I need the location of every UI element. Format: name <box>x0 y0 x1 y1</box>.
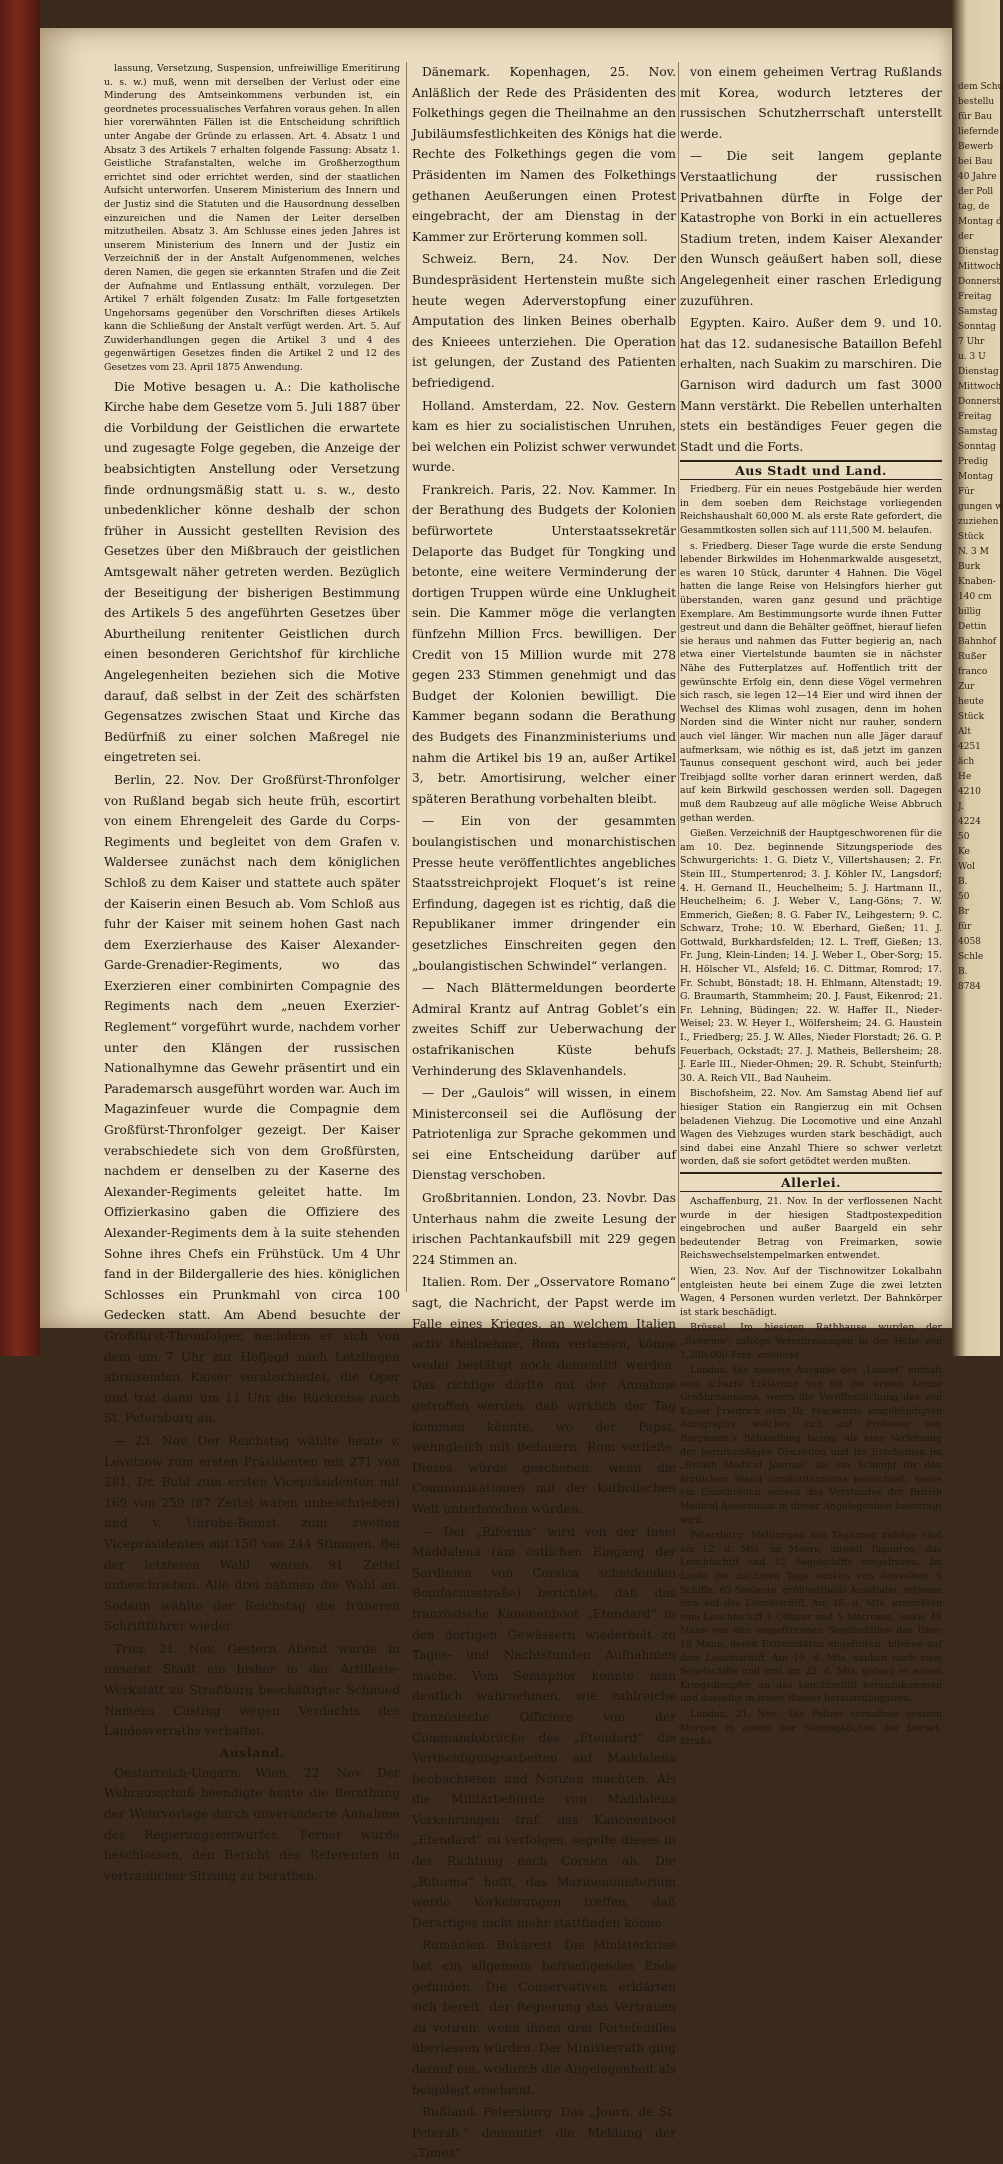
edge-fragment: Mittwoch <box>958 262 1002 272</box>
section-heading: Ausland. <box>219 1744 285 1760</box>
column-right <box>680 62 942 1748</box>
article-paragraph: — Die seit langem geplante Verstaatlichung der russischen Privatbahnen dürfte in Folge der Katastrophe von Borki in ein actuelleres Stadium treten, indem Kaiser Alexander den Wunsch geäußert haben soll, diese Angelegenheit einer raschen Erledigung zuzuführen. <box>680 149 942 308</box>
article-paragraph: Frankreich. Paris, 22. Nov. Kammer. In der Berathung des Budgets der Kolonien befürwortete Unterstaatssekretär Delaporte das Budget für Tongking und betonte, eine weitere Verminderung der dortigen Truppen würde eine Unklugheit sein. Die Kammer möge die verlangten fünfzehn Million Frcs. bewilligen. Der Credit von 15 Million wurde mit 278 gegen 233 Stimmen genehmigt und das Budget der Kolonien bewilligt. Die Kammer begann sodann die Berathung des Budgets des Finanzministeriums und nahm die Artikel bis 19 an, außer Artikel 3, betr. Amortisirung, welcher einer späteren Berathung vorbehalten bleibt. <box>412 482 676 806</box>
edge-fragment: dem Schu <box>958 82 1003 92</box>
edge-fragment: Alt <box>958 727 971 737</box>
edge-fragment: Zur <box>958 682 975 692</box>
article-paragraph: London, 21. Nov.: Die Polizei verhaftete gestern Morgen in einem der Seitengäßchen der Dorset-Straße, <box>680 1708 942 1748</box>
edge-fragment: Knaben- <box>958 577 996 587</box>
article-paragraph: Friedberg. Für ein neues Postgebäude hier werden in dem soeben dem Reichstage vorliegenden Reichshaushalt 60,000 M. als erste Rate gefordert, die Gesammtkosten sollen sich auf 111,500 M. belaufen. <box>680 484 942 537</box>
edge-fragment: Freitag <box>958 292 992 302</box>
edge-fragment: tag, de <box>958 202 990 212</box>
edge-fragment: heute <box>958 697 984 707</box>
article-paragraph: Oesterreich-Ungarn. Wien, 22. Nov. Der Wehrausschuß beendigte heute die Berathung der Wehrvorlage durch unveränderte Annahme des Regierungsentwurfes. Ferner wurde beschlossen, den Bericht des Referenten in vertraulicher Sitzung zu berathen. <box>104 1765 400 1883</box>
column-middle <box>412 62 676 2161</box>
edge-fragment: Samstag <box>958 427 998 437</box>
article-paragraph: Wien, 23. Nov. Auf der Tischnowitzer Lokalbahn entgleisten heute bei einem Zuge die zwei letzten Wagen, 4 Personen wurden verletzt. Der Bahnkörper ist stark beschädigt. <box>680 1265 942 1318</box>
edge-fragment: Stück <box>958 532 985 542</box>
edge-fragment: Freitag <box>958 412 992 422</box>
article-paragraph: Egypten. Kairo. Außer dem 9. und 10. hat das 12. sudanesische Bataillon Befehl erhalten, nach Suakim zu marschiren. Die Garnison wird dadurch um fast 3000 Mann verstärkt. Die Rebellen unterhalten stets ein beständiges Feuer gegen die Stadt und die Forts. <box>680 316 942 454</box>
edge-fragment: Br <box>958 907 969 917</box>
article-paragraph: von einem geheimen Vertrag Rußlands mit Korea, wodurch letzteres der russischen Schutzherrschaft unterstellt werde. <box>680 65 942 141</box>
edge-fragment: für <box>958 922 972 932</box>
article-paragraph: Die Motive besagen u. A.: Die katholische Kirche habe dem Gesetze vom 5. Juli 1887 über die Vorbildung der Geistlichen die erwartete und zugesagte Folge gegeben, die Anzeige der beabsichtigten Anstellung oder Versetzung finde ordnungsmäßig statt u. s. w., desto unbedenklicher könne deshalb der schon früher in Aussicht gestellten Revision des Gesetzes über den Mißbrauch der geistlichen Amtsgewalt näher getreten werden. Bezüglich der Beseitigung der bisherigen Bestimmung des Artikels 5 des angeführten Gesetzes über Aburtheilung renitenter Geistlichen durch einen besonderen Gerichtshof für kirchliche Angelegenheiten beziehen sich die Motive darauf, daß selbst in der Zeit des schärfsten Gegensatzes zwischen Staat und Kirche das Bedürfniß zu einer solchen Maßregel nie eingetreten sei. <box>104 379 400 765</box>
edge-fragment: Dienstag <box>958 247 999 257</box>
edge-fragment: Montag d <box>958 217 1002 227</box>
edge-fragment: für Bau <box>958 112 993 122</box>
article-paragraph: Brüssel. Im hiesigen Rathhause wurden der „Reforme“ zufolge Veruntreuungen in der Höhe von 1,200,000 Frcs. entdeckt. <box>680 1322 942 1361</box>
edge-fragment: zuziehen <box>958 517 999 527</box>
edge-fragment: 50 <box>958 892 970 902</box>
edge-fragment: franco <box>958 667 988 677</box>
edge-fragment: bestellu <box>958 97 995 107</box>
article-paragraph: Gießen. Verzeichniß der Hauptgeschworenen für die am 10. Dez. beginnende Sitzungsperiode des Schwurgerichts: 1. G. Dietz V., Villertshausen; 2. Fr. Stein III., Stumpertenrod; 3. J. Köhler IV., Langsdorf; 4. H. Gernand II., Heuchelheim; 5. J. Hartmann II., Heuchelheim; 6. J. Weber V., Lang-Göns; 7. W. Emmerich, Gießen; 8. G. Faber IV., Leihgestern; 9. C. Schwarz, Trohe; 10. W. Eberhard, Gießen; 11. J. Gottwald, Burkhardsfelden; 12. L. Treff, Gießen; 13. Fr. Jung, Klein-Linden; 14. J. Weber I., Ober-Sorg; 15. H. Hölscher VI., Alsfeld; 16. C. Dittmar, Romrod; 17. Fr. Schubt, Bönstadt; 18. H. Ehlmann, Altenstadt; 19. G. Braumarth, Stammheim; 20. J. Faust, Eikenrod; 21. Fr. Lehning, Büdingen; 22. W. Haffer II., Nieder-Weisel; 23. W. Heyer I., Wölfersheim; 24. G. Haustein I., Friedberg; 25. J. W. Alles, Nieder Florstadt; 26. G. P. Feuerbach, Ockstadt; 27. J. Matheis, Bellersheim; 28. J. Earle III., Nieder-Ohmen; 29. R. Schubt, Steinfurth; 30. A. Reich VII., Bad Nauheim. <box>680 828 942 1084</box>
column-rule <box>406 62 407 1292</box>
edge-fragment: 8784 <box>958 982 981 992</box>
edge-fragment: 4210 <box>958 787 981 797</box>
article-paragraph: Dänemark. Kopenhagen, 25. Nov. Anläßlich der Rede des Präsidenten des Folkethings gegen die Theilnahme an den Jubiläumsfestlichkeiten des Königs hat die Rechte des Folkethings gegen die vom Präsidenten im Namen des Folkethings gethanen Aeußerungen einen Protest eingebracht, der am Dienstag in der Kammer zur Erörterung kommen soll. <box>412 65 676 244</box>
section-heading: Aus Stadt und Land. <box>680 460 942 480</box>
article-paragraph: Petersburg. Meldungen aus Taganrog zufolge sind am 12. d. Mts. im Meere, unweit Taganrog, das Leuchtschiff und 12 Segelschiffe eingefroren. Im Laufe der nächsten Tage sanken von denselben 5 Schiffe; 63 Seeleute, größtentheils Ausländer, retteten sich auf das Leuchtschiff. Am 18. d. Mts. erreichten vom Leuchtschiff 1 Offizier und 5 Matrosen, sowie 48 Mann von den eingefrorenen Segelschiffen das Ufer; 15 Mann, deren Extremitäten abgefroren, blieben auf dem Leuchtschiff. Am 19. d. Mts. sanken noch zwei Segelschiffe und erst am 22. d. Mts. gelang es einem Kriegsdampfer, an das Leuchtschiff heranzukommen und dasselbe in freies Wasser herauszubugsiren. <box>680 1530 942 1705</box>
edge-fragment: He <box>958 772 972 782</box>
edge-fragment: 140 cm <box>958 592 992 602</box>
article-paragraph: London. Die neueste Ausgabe des „Lancet“ enthält eine scharfe Erklärung von 68 der ersten Aerzte Großbritanniens, worin die Veröffentlichung des von Kaiser Friedrich dem Dr. Mackenzie eingehändigten Autographs, welches sich auf Professor von Bergmann’s Behandlung bezog, als eine Verletzung der berufsmäßigen Discretion und ihr Erscheinen im „British Medical Journal“ als ein Schimpf für den ärztlichen Stand Großbritanniens bezeichnet, sowie ein Einschreiten seitens des Vorstandes der British Medical Association in dieser Angelegenheit beantragt wird. <box>680 1365 942 1526</box>
edge-fragment: billig <box>958 607 982 617</box>
article-paragraph: — Nach Blättermeldungen beorderte Admiral Krantz auf Antrag Goblet’s ein zweites Schiff zur Ueberwachung der ostafrikanischen Küste behufs Verhinderung des Sklavenhandels. <box>412 981 676 1078</box>
edge-fragment: liefernde <box>958 127 999 137</box>
article-paragraph: Rußland. Petersburg. Das „Journ. de St. Petersb.“ dementirt die Meldung der „Times“ <box>412 2105 676 2161</box>
next-page-edge <box>952 0 1003 1356</box>
edge-fragment: der <box>958 232 974 242</box>
edge-fragment: Montag <box>958 472 994 482</box>
edge-fragment: 4251 <box>958 742 981 752</box>
article-paragraph: lassung, Versetzung, Suspension, unfreiwillige Emeritirung u. s. w.) muß, wenn mit derselben der Verlust oder eine Minderung des Amtseinkommens verbunden ist, ein geordnetes processualisches Verfahren voraus gehen. In allen hier vorerwähnten Fällen ist die Entscheidung schriftlich unter Angabe der Gründe zu erlassen. Art. 4. Absatz 1 und Absatz 3 des Artikels 7 erhalten folgende Fassung: Absatz 1. Geistliche Strafanstalten, welche im Großherzogthum errichtet sind oder errichtet werden, sind der staatlichen Aufsicht unterworfen. Unserem Ministerium des Innern und der Justiz sind die Statuten und die Hausordnung desselben einzureichen und die Namen der Leiter derselben mitzutheilen. Absatz 3. Am Schlusse eines jeden Jahres ist unserem Ministerium des Innern und der Justiz ein Verzeichniß der in der Anstalt Aufgenommenen, welches deren Namen, die gegen sie erkannten Strafen und die Zeit der Aufnahme und Entlassung enthält, vorzulegen. Der Artikel 7 erhält folgenden Zusatz: Im Falle fortgesetzten Ungehorsams gegenüber den Vorschriften dieses Artikels kann die Schließung der Anstalt verfügt werden. Art. 5. Auf Zuwiderhandlungen gegen die Artikel 3 und 4 des gegenwärtigen Gesetzes finden die Artikel 2 und 12 des Gesetzes vom 23. April 1875 Anwendung. <box>104 63 400 374</box>
article-paragraph: Berlin, 22. Nov. Der Großfürst-Thronfolger von Rußland begab sich heute früh, escortirt von einem Ehrengeleit des Garde du Corps-Regiments und begleitet von dem Grafen v. Waldersee zunächst nach dem königlichen Schloß zu dem Kaiser und stattete auch später der Kaiserin einen Besuch ab. Vom Schloß aus fuhr der Kaiser mit seinem hohen Gast nach dem Exerzierhause des Kaiser Alexander-Garde-Grenadier-Regiments, wo das Exerzieren einer combinirten Compagnie des Regiments nach dem „neuen Exerzier-Reglement“ vorgeführt wurde, nachdem vorher unter den Klängen der russischen Nationalhymne das Gewehr präsentirt und ein Parademarsch ausgeführt worden war. Auch im Magazinfeuer wurde die Compagnie dem Großfürst-Thronfolger gezeigt. Der Kaiser verabschiedete sich von dem Großfürsten, nachdem er denselben zu der Kaserne des Alexander-Regiments geleitet hatte. Im Offizierkasino gaben die Offiziere des Alexander-Regiments dem à la suite stehenden Sohne ihres Chefs ein Frühstück. Um 4 Uhr fand in der Bildergallerie des hies. königlichen Schlosses ein Prunkmahl von circa 100 Gedecken statt. Am Abend besuchte der Großfürst-Thronfolger, nachdem er sich von dem um 7 Uhr zur Hofjagd nach Letzlingen abreisenden Kaiser verabschiedet, die Oper und trat dann um 11 Uhr die Rückreise nach St. Petersburg an. <box>104 772 400 1426</box>
book-binding <box>0 0 40 1356</box>
article-paragraph: — 23. Nov. Der Reichstag wählte heute v. Levetzow zum ersten Präsidenten mit 271 von 281, Dr. Buhl zum ersten Vicepräsidenten mit 169 von 259 (87 Zettel waren unbeschrieben) und v. Unruhe-Bomst zum zweiten Vicepräsidenten mit 150 von 244 Stimmen. Bei der letzteren Wahl waren 91 Zettel unbeschrieben. Alle drei nahmen die Wahl an. Sodann wählte der Reichstag die früheren Schriftführer wieder. <box>104 1433 400 1634</box>
edge-fragment: Sonntag <box>958 442 996 452</box>
article-paragraph: — Der „Gaulois“ will wissen, in einem Ministerconseil sei die Auflösung der Patriotenliga zur Sprache gekommen und sei eine Entscheidung darüber auf Dienstag verschoben. <box>412 1086 676 1183</box>
edge-fragment: der Poll <box>958 187 994 197</box>
edge-fragment: J. <box>958 802 964 812</box>
article-paragraph: — Ein von der gesammten boulangistischen und monarchistischen Presse heute veröffentlichtes angebliches Staatsstreichprojekt Floquet’s ist reine Erfindung, dagegen ist es richtig, daß die Republikaner immer dringender ein gesetzliches Einschreiten gegen den „boulangistischen Schwindel“ verlangen. <box>412 814 676 973</box>
edge-fragment: 7 Uhr <box>958 337 985 347</box>
article-paragraph: Holland. Amsterdam, 22. Nov. Gestern kam es hier zu socialistischen Unruhen, bei welchen ein Polizist schwer verwundet wurde. <box>412 398 676 475</box>
edge-fragment: Burk <box>958 562 981 572</box>
article-paragraph: Rumänien. Bukarest. Die Ministerkrise hat ein allgemein befriedigendes Ende gefunden. Die Conservativen erklärten sich bereit, der Regierung das Vertrauen zu votiren, wenn ihnen drei Portefeuilles überlassen würden. Der Ministerrath ging darauf ein, wodurch die Angelegenheit als beigelegt erscheint. <box>412 1938 676 2097</box>
edge-fragment: Bahnhof <box>958 637 997 647</box>
edge-fragment: 40 Jahre <box>958 172 997 182</box>
edge-fragment: Stück <box>958 712 985 722</box>
article-paragraph: Trier, 21. Nov. Gestern Abend wurde in unserer Stadt ein bisher in der Artillerie-Werkstatt zu Straßburg beschäftigter Schmied Namens Casting wegen Verdachts des Landesverraths verhaftet. <box>104 1641 400 1739</box>
edge-fragment: Predig <box>958 457 989 467</box>
article-paragraph: Schweiz. Bern, 24. Nov. Der Bundespräsident Hertenstein mußte sich heute wegen Aderverstopfung einer Amputation des linken Beines oberhalb des Knieees unterziehen. Die Operation ist gelungen, der Zustand des Patienten befriedigend. <box>412 252 676 390</box>
edge-fragment: äch <box>958 757 975 767</box>
article-paragraph: Großbritannien. London, 23. Novbr. Das Unterhaus nahm die zweite Lesung der irischen Pachtankaufsbill mit 229 gegen 224 Stimmen an. <box>412 1191 676 1267</box>
edge-fragment: Für <box>958 487 975 497</box>
column-left <box>104 62 400 1883</box>
edge-fragment: Ke <box>958 847 970 857</box>
edge-fragment: u. 3 U <box>958 352 986 362</box>
article-paragraph: Bischofsheim, 22. Nov. Am Samstag Abend lief auf hiesiger Station ein Rangierzug ein mit Ochsen beladenen Viehzug. Die Locomotive und eine Anzahl Wagen des Viehzuges wurden stark beschädigt, auch sind dabei eine Anzahl Thiere so schwer verletzt worden, daß sie sofort getödtet werden mußten. <box>680 1088 942 1168</box>
article-paragraph: Italien. Rom. Der „Osservatore Romano“ sagt, die Nachricht, der Papst werde im Falle eines Krieges, an welchem Italien activ theilnehme, Rom verlassen, könne weder bestätigt noch dementirt werden. Das richtige dürfte mit der Annahme getroffen werden, daß wirklich der Tag kommen könnte, wo der Papst, wenngleich mit Bedauern, Rom verließe. Dieses würde geschehen, wenn die Communikationen mit der katholischen Welt unterbrochen würden. <box>412 1275 676 1516</box>
edge-fragment: B. <box>958 967 968 977</box>
edge-fragment: Bewerb <box>958 142 994 152</box>
edge-fragment: 4058 <box>958 937 981 947</box>
edge-fragment: Samstag <box>958 307 998 317</box>
edge-fragment: Schle <box>958 952 984 962</box>
column-rule <box>678 62 679 1292</box>
edge-fragment: Mittwoch <box>958 382 1002 392</box>
edge-fragment: bei Bau <box>958 157 993 167</box>
article-paragraph: s. Friedberg. Dieser Tage wurde die erste Sendung lebender Birkwildes im Hohenmarkwalde ausgesetzt, es waren 10 Stück, darunter 4 Hahnen. Die Vögel hatten die lange Reise von Helsingfors hierher gut überstanden, waren ganz gesund und prächtige Exemplare. Am Bestimmungsorte wurde ihnen Futter gestreut und dann die Behälter geöffnet, hierauf liefen sie heraus und nahmen das Futter begierig an, nach etwa einer Viertelstunde baumten sie in nächster Nähe des Futterplatzes auf. Hoffentlich tritt der gewünschte Erfolg ein, denn diese Vögel vermehren sich rasch, sie legen 12—14 Eier und wird ihnen der Wechsel des Klimas wohl zusagen, denn im hohen Norden sind die Winter nicht nur rauher, sondern auch viel länger. Wir machen nun alle Jäger darauf aufmerksam, wie nöthig es ist, daß jetzt im ganzen Taunus consequent geschont wird, auch bei jeder Treibjagd sollte vorher daran erinnert werden, daß auf kein Birkwild geschossen werden soll. Dagegen muß dem Raubzeug auf alle mögliche Weise Abbruch gethan werden. <box>680 540 942 824</box>
edge-fragment: gungen w <box>958 502 1003 512</box>
article-paragraph: — Der „Riforma“ wird von der Insel Maddalena (am östlichen Eingang der Sardinien von Corsica scheidenden Bonifaciusstraße) berichtet, daß das französische Kanonenboot „Etendard“ in den dortigen Gewässern wiederholt zu Tages- und Nachtstunden Aufnahmen mache. Vom Semaphor konnte man deutlich wahrnehmen, wie zahlreiche französische Officiere von der Commandobrücke des „Etendard“ die Vertheidigungsarbeiten auf Maddalena beobachteten und Notizen machten. Als die Militärbehörde von Maddalena Vorkehrungen traf, das Kanonenboot „Etendard“ zu verfolgen, segelte dieses in der Richtung nach Corsica ab. Die „Riforma“ hofft, das Marineministerium werde Vorkehrungen treffen, daß Derartiges nicht mehr stattfinden könne. <box>412 1524 676 1930</box>
edge-fragment: Rußer <box>958 652 987 662</box>
edge-fragment: Dienstag <box>958 367 999 377</box>
edge-fragment: B. <box>958 877 968 887</box>
edge-fragment: N. 3 M <box>958 547 989 557</box>
edge-fragment: Donnerst <box>958 277 1001 287</box>
next-page-fragments <box>958 80 1003 995</box>
edge-fragment: Dettin <box>958 622 987 632</box>
edge-fragment: 50 <box>958 832 970 842</box>
edge-fragment: 4224 <box>958 817 981 827</box>
edge-fragment: Sonntag <box>958 322 996 332</box>
article-paragraph: Aschaffenburg, 21. Nov. In der verflossenen Nacht wurde in der hiesigen Stadtpostexpedition eingebrochen und außer Baargeld ein sehr bedeutender Betrag von Freimarken, sowie Reichswechselstempelmarken entwendet. <box>680 1195 942 1262</box>
section-heading: Allerlei. <box>680 1172 942 1192</box>
edge-fragment: Donnerst <box>958 397 1001 407</box>
edge-fragment: Wol <box>958 862 975 872</box>
